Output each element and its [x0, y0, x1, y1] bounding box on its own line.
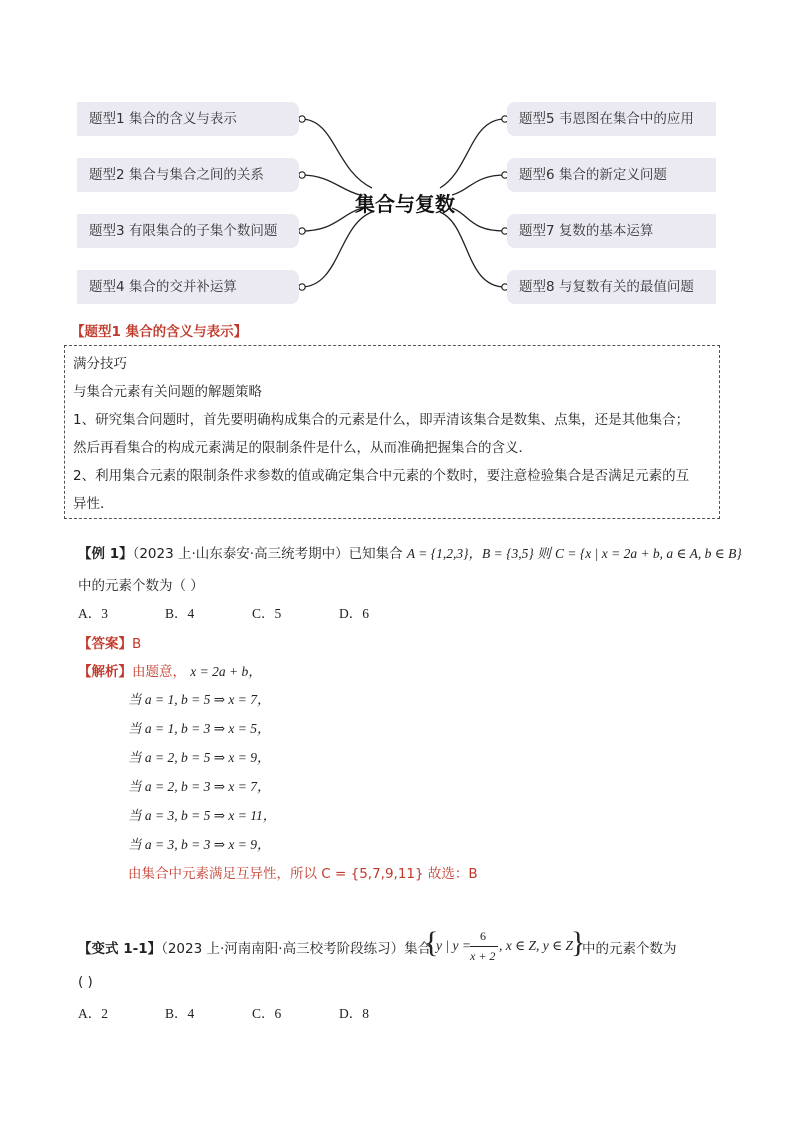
- answer-label: 【答案】: [78, 636, 132, 652]
- analysis-case: 当 a = 3, b = 5 ⇒ x = 11，: [128, 808, 277, 823]
- variant-option-d: D．8: [339, 1006, 369, 1021]
- set-c: C = {x | x = 2a + b, a ∈ A, b ∈ B}: [555, 546, 742, 561]
- variant-answer-paren: ( ): [78, 974, 93, 990]
- analysis-conclusion: 由集合中元素满足互异性，所以 C = {5,7,9,11} 故选：B: [128, 866, 478, 882]
- answer-line: [78, 632, 141, 652]
- option-d: D．6: [339, 606, 369, 621]
- analysis-label: 【解析】: [78, 664, 132, 680]
- fraction-bar: [470, 946, 498, 947]
- right-brace-glyph: }: [571, 926, 586, 959]
- mindmap-topic-3: 题型3 有限集合的子集个数问题: [77, 214, 299, 248]
- analysis-case: 当 a = 3, b = 3 ⇒ x = 9，: [128, 837, 271, 852]
- example-stem-text: 已知集合: [348, 546, 403, 562]
- tips-box: [64, 345, 720, 519]
- variant-option-b: B．4: [165, 1006, 195, 1021]
- option-a: A．3: [78, 606, 108, 621]
- example-1-stem-end: 中的元素个数为（ ）: [78, 578, 204, 594]
- example-1-stem: [78, 542, 742, 562]
- section-title: 【题型1 集合的含义与表示】: [71, 324, 248, 340]
- mindmap-center-title: 集合与复数: [355, 192, 455, 216]
- variant-option-a: A．2: [78, 1006, 108, 1021]
- analysis-line: [78, 660, 262, 680]
- variant-1-1-stem: [78, 937, 431, 957]
- mindmap-topic-5: 题型5 韦恩图在集合中的应用: [507, 102, 716, 136]
- tips-line: 异性．: [73, 496, 114, 512]
- example-source: （2023 上·山东泰安·高三统考期中）: [132, 546, 349, 562]
- set-a: A = {1,2,3}: [406, 546, 469, 561]
- option-b: B．4: [165, 606, 195, 621]
- analysis-case: 当 a = 2, b = 3 ⇒ x = 7，: [128, 779, 271, 794]
- mindmap-topic-1: 题型1 集合的含义与表示: [77, 102, 299, 136]
- variant-source: （2023 上·河南南阳·高三校考阶段练习）集合: [161, 941, 432, 957]
- left-brace-glyph: {: [424, 926, 439, 959]
- set-b: ，B = {3,5} 则: [468, 546, 551, 561]
- variant-set-left: y | y =: [436, 938, 471, 953]
- answer-value: B: [132, 636, 142, 652]
- analysis-case: 当 a = 1, b = 3 ⇒ x = 5，: [128, 721, 271, 736]
- fraction-numerator: 6: [480, 929, 486, 943]
- analysis-equation: x = 2a + b，: [190, 664, 262, 679]
- tips-subheading: 与集合元素有关问题的解题策略: [73, 384, 262, 400]
- tips-line: 然后再看集合的构成元素满足的限制条件是什么，从而准确把握集合的含义．: [73, 440, 532, 456]
- option-c: C．5: [252, 606, 282, 621]
- mindmap-topic-4: 题型4 集合的交并补运算: [77, 270, 299, 304]
- analysis-intro: 由题意，: [132, 664, 186, 680]
- analysis-case: 当 a = 2, b = 5 ⇒ x = 9，: [128, 750, 271, 765]
- example-label: 【例 1】: [78, 546, 133, 562]
- mindmap-topic-8: 题型8 与复数有关的最值问题: [507, 270, 716, 304]
- tips-heading: 满分技巧: [73, 356, 127, 372]
- tips-line: 1、研究集合问题时，首先要明确构成集合的元素是什么，即弄清该集合是数集、点集，还是其他集合；: [73, 412, 690, 428]
- mindmap-topic-2: 题型2 集合与集合之间的关系: [77, 158, 299, 192]
- variant-option-c: C．6: [252, 1006, 282, 1021]
- variant-label: 【变式 1-1】: [78, 941, 162, 957]
- variant-set-right: , x ∈ Z, y ∈ Z: [499, 938, 573, 953]
- analysis-case: 当 a = 1, b = 5 ⇒ x = 7，: [128, 692, 271, 707]
- fraction-denominator: x + 2: [470, 949, 496, 963]
- mindmap-topic-7: 题型7 复数的基本运算: [507, 214, 716, 248]
- tips-line: 2、利用集合元素的限制条件求参数的值或确定集合中元素的个数时，要注意检验集合是否满足元素的互: [73, 468, 690, 484]
- mindmap-topic-6: 题型6 集合的新定义问题: [507, 158, 716, 192]
- variant-stem-end: 中的元素个数为: [582, 941, 677, 957]
